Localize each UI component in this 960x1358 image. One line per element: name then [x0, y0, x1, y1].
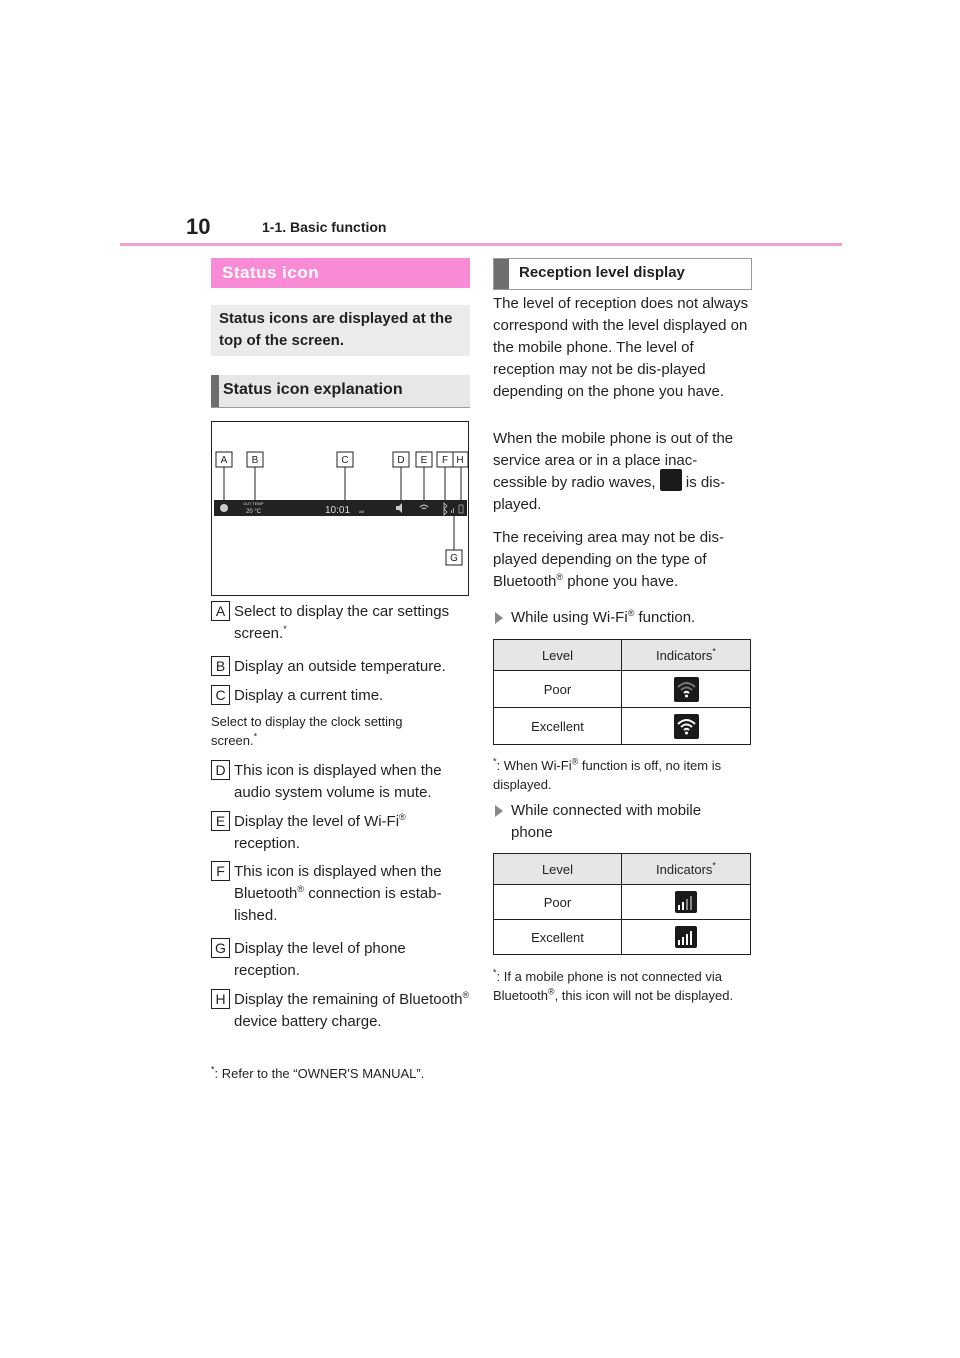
phone-note: *: If a mobile phone is not connected via Bluetooth®, this icon will not be displayed.: [493, 967, 734, 1003]
reception-para-3: The receiving area may not be dis-played depending on the type of Bluetooth® phone you have.: [493, 529, 724, 590]
reception-heading-text: Reception level display: [519, 264, 685, 281]
item-d: [211, 760, 471, 801]
table-row: [494, 671, 751, 708]
table-row: [494, 920, 751, 955]
wifi-level-poor: Poor: [494, 671, 622, 708]
wifi-level-table: [493, 639, 751, 745]
status-icon-heading: [211, 258, 470, 288]
wifi-poor-icon: [674, 677, 699, 702]
reception-heading: [493, 258, 752, 290]
clock-note: Select to display the clock setting screen.*: [211, 714, 403, 748]
phone-level-table: [493, 853, 751, 955]
item-a: A Select to display the car settings screen.*: [211, 601, 471, 623]
item-c: [211, 685, 471, 707]
table-row: [494, 885, 751, 920]
letter-h: H: [211, 989, 230, 1009]
reception-para-2: When the mobile phone is out of the service area or in a place inac-cessible by radio waves, is dis-played.: [493, 430, 734, 514]
item-f: F This icon is displayed when the Bluetooth® connection is estab-lished.: [211, 861, 471, 883]
letter-d: D: [211, 760, 230, 780]
status-explanation-heading: [211, 375, 470, 408]
item-b: [211, 656, 471, 678]
reception-para-1: The level of reception does not always correspond with the level displayed on the mobile phone. The level of reception may not be dis-played depending on the phone you have.: [493, 295, 749, 400]
callout-b: B: [251, 455, 259, 466]
car-settings-icon: [220, 504, 228, 512]
clock-ampm: AM: [359, 510, 365, 514]
callout-f: F: [441, 455, 449, 466]
phone-signal-poor-icon: [675, 891, 697, 913]
phone-signal-excellent-icon: [675, 926, 697, 948]
status-bar-figure: [211, 421, 469, 596]
no-signal-icon: [660, 469, 682, 491]
table-row: [494, 708, 751, 745]
item-e: E Display the level of Wi-Fi® reception.: [211, 811, 471, 833]
item-c-text: Display a current time.: [234, 687, 384, 704]
clock-time: 10:01: [325, 505, 351, 516]
callout-c: C: [341, 455, 349, 466]
wifi-note: *: When Wi-Fi® function is off, no item is displayed.: [493, 756, 722, 792]
header-rule: [120, 243, 842, 246]
intro-text: Status icons are displayed at the top of the screen.: [219, 310, 453, 349]
callout-d: D: [397, 455, 405, 466]
callout-h: H: [456, 455, 464, 466]
letter-e: E: [211, 811, 230, 831]
out-temp-label: OUT TEMP: [243, 501, 264, 506]
section-title: 1-1. Basic function: [262, 219, 387, 235]
out-temp-value: 20 °C: [246, 509, 262, 515]
wifi-table-header-indicators: Indicators*: [622, 640, 751, 671]
letter-g: G: [211, 938, 230, 958]
item-d-text: This icon is displayed when the audio system volume is mute.: [234, 762, 442, 801]
item-g-text: Display the level of phone reception.: [234, 940, 406, 979]
letter-b: B: [211, 656, 230, 676]
phone-table-header-indicators: Indicators*: [622, 854, 751, 885]
item-h: H Display the remaining of Bluetooth® device battery charge.: [211, 989, 471, 1011]
callout-a: A: [220, 455, 228, 466]
callout-e: E: [420, 455, 428, 466]
letter-a: A: [211, 601, 230, 621]
page-number: 10: [186, 214, 211, 239]
phone-signal-icon: [451, 510, 452, 513]
status-icon-heading-text: Status icon: [222, 263, 320, 282]
wifi-level-excellent: Excellent: [494, 708, 622, 745]
phone-table-header-level: Level: [494, 854, 622, 885]
item-g: [211, 938, 471, 979]
footnote: *: Refer to the “OWNER'S MANUAL”.: [211, 1064, 425, 1081]
wifi-table-header-level: Level: [494, 640, 622, 671]
status-bar-illustration: [212, 422, 468, 595]
letter-c: C: [211, 685, 230, 705]
status-explanation-text: Status icon explanation: [223, 381, 403, 398]
intro-box: [211, 305, 470, 356]
item-b-text: Display an outside temperature.: [234, 658, 446, 675]
callout-g: G: [450, 553, 458, 564]
phone-level-poor: Poor: [494, 885, 622, 920]
wifi-excellent-icon: [674, 714, 699, 739]
item-a-text: Select to display the car settings screen.: [234, 603, 450, 642]
phone-level-excellent: Excellent: [494, 920, 622, 955]
letter-f: F: [211, 861, 230, 881]
